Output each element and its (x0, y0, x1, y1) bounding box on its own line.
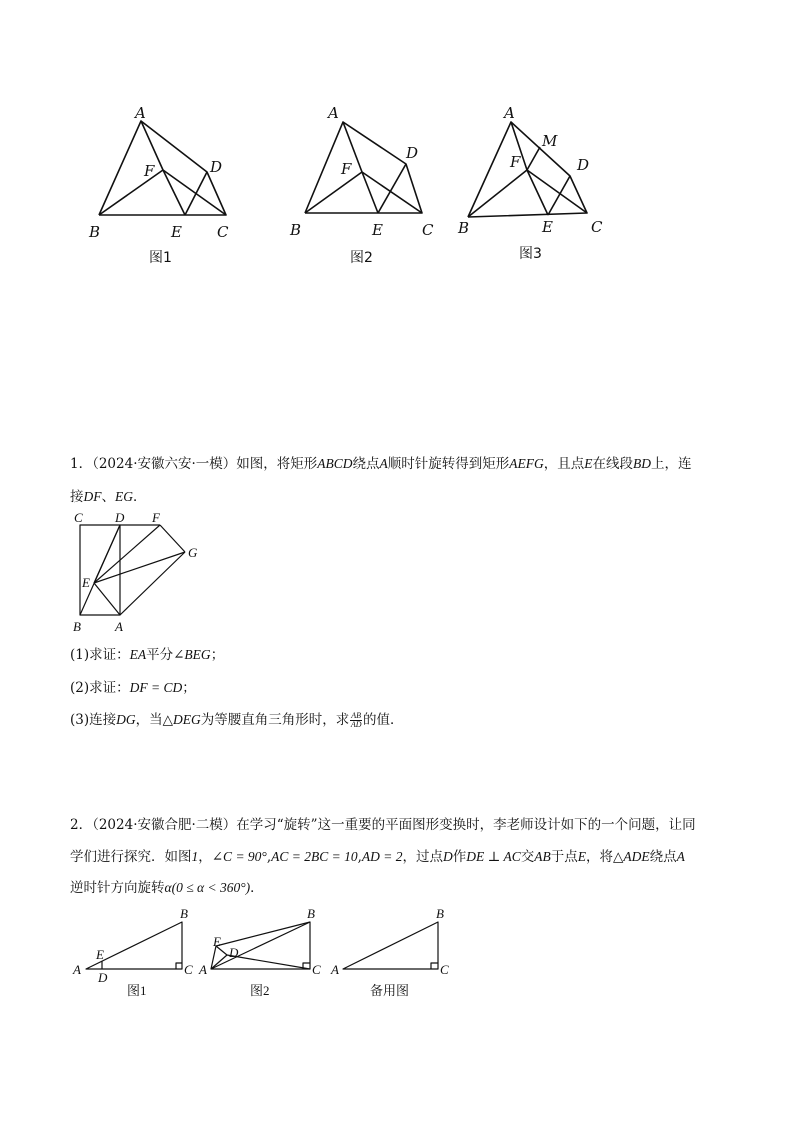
figure-caption: 图2 (250, 983, 270, 998)
point-label-F: F (341, 160, 352, 178)
problem1-question-3: (3)连接DG，当△DEG为等腰直角三角形时，求 $\frac{AB}{AD}$ 的值． (70, 711, 404, 729)
point-label-E: E (542, 218, 553, 236)
point-label-D: D (210, 158, 223, 176)
point-label-B: B (73, 619, 81, 634)
problem1-statement-line2: 接DF、EG． (70, 489, 147, 505)
point-label-F: F (144, 162, 155, 180)
problem2-statement-line3: 逆时针方向旋转α(0 ≤ α < 360°)． (70, 880, 264, 896)
point-label-B: B (89, 223, 101, 241)
figure-caption: 图1 (127, 983, 147, 998)
figure-caption: 图3 (519, 246, 542, 262)
point-label-C: C (184, 962, 193, 977)
point-label-B: B (458, 219, 470, 237)
problem2-figure-2-labels (198, 906, 321, 998)
fraction-ab-over-ad: $\frac{AB}{AD}$ (350, 711, 362, 729)
point-label-E: E (96, 947, 104, 962)
point-label-B: B (180, 906, 188, 921)
point-label-C: C (217, 223, 229, 241)
point-label-G: G (188, 545, 198, 560)
point-label-A: A (199, 962, 207, 977)
problem2-figure-backup (343, 922, 438, 969)
point-label-B: B (436, 906, 444, 921)
figure-caption: 备用图 (370, 983, 410, 998)
point-label-D: D (229, 945, 239, 960)
point-label-A: A (331, 962, 339, 977)
point-label-B: B (290, 221, 302, 239)
top-figure-1 (99, 121, 226, 215)
problem1-question-2: (2)求证：DF = CD； (70, 680, 196, 696)
point-label-E: E (372, 221, 383, 239)
point-label-E: E (171, 223, 182, 241)
top-figure-3-labels (457, 104, 603, 262)
point-label-D: D (406, 144, 419, 162)
point-label-A: A (135, 104, 146, 122)
point-label-B: B (307, 906, 315, 921)
point-label-E: E (213, 934, 221, 949)
top-figure-3 (468, 122, 590, 217)
point-label-D: D (577, 156, 590, 174)
problem2-statement-line1: 2．（2024·安徽合肥·二模）在学习“旋转”这一重要的平面图形变换时，李老师设计如下的一个问题，让同 (70, 817, 696, 833)
point-label-A: A (328, 104, 339, 122)
point-label-D: D (115, 510, 125, 525)
point-label-C: C (74, 510, 83, 525)
figure-caption: 图1 (149, 250, 172, 266)
point-label-A: A (73, 962, 81, 977)
problem2-statement-line2: 学们进行探究．如图1，∠C = 90°,AC = 2BC = 10,AD = 2，过点D作DE ⊥ AC交AB于点E，将△ADE绕点A (70, 849, 685, 865)
point-label-C: C (422, 221, 434, 239)
point-label-F: F (152, 510, 160, 525)
point-label-C: C (440, 962, 449, 977)
point-label-F: F (510, 153, 521, 171)
problem1-question-1: (1)求证：EA平分∠BEG； (70, 647, 225, 663)
point-label-A: A (115, 619, 123, 634)
problem1-figure (80, 525, 185, 615)
problem2-figure-backup-labels (330, 906, 449, 998)
problem1-statement-line1: 1．（2024·安徽六安·一模）如图，将矩形ABCD绕点A顺时针旋转得到矩形AEFG，且点E在线段BD上，连 (70, 456, 692, 472)
problem2-figure-2 (211, 922, 310, 969)
point-label-M: M (542, 132, 558, 150)
top-figure-2 (305, 122, 422, 213)
point-label-C: C (312, 962, 321, 977)
point-label-D: D (98, 970, 108, 985)
figure-caption: 图2 (350, 250, 373, 266)
point-label-C: C (591, 218, 603, 236)
top-figure-1-labels (88, 104, 229, 266)
point-label-E: E (82, 575, 90, 590)
point-label-A: A (504, 104, 515, 122)
problem2-figure-1-labels (72, 906, 193, 998)
